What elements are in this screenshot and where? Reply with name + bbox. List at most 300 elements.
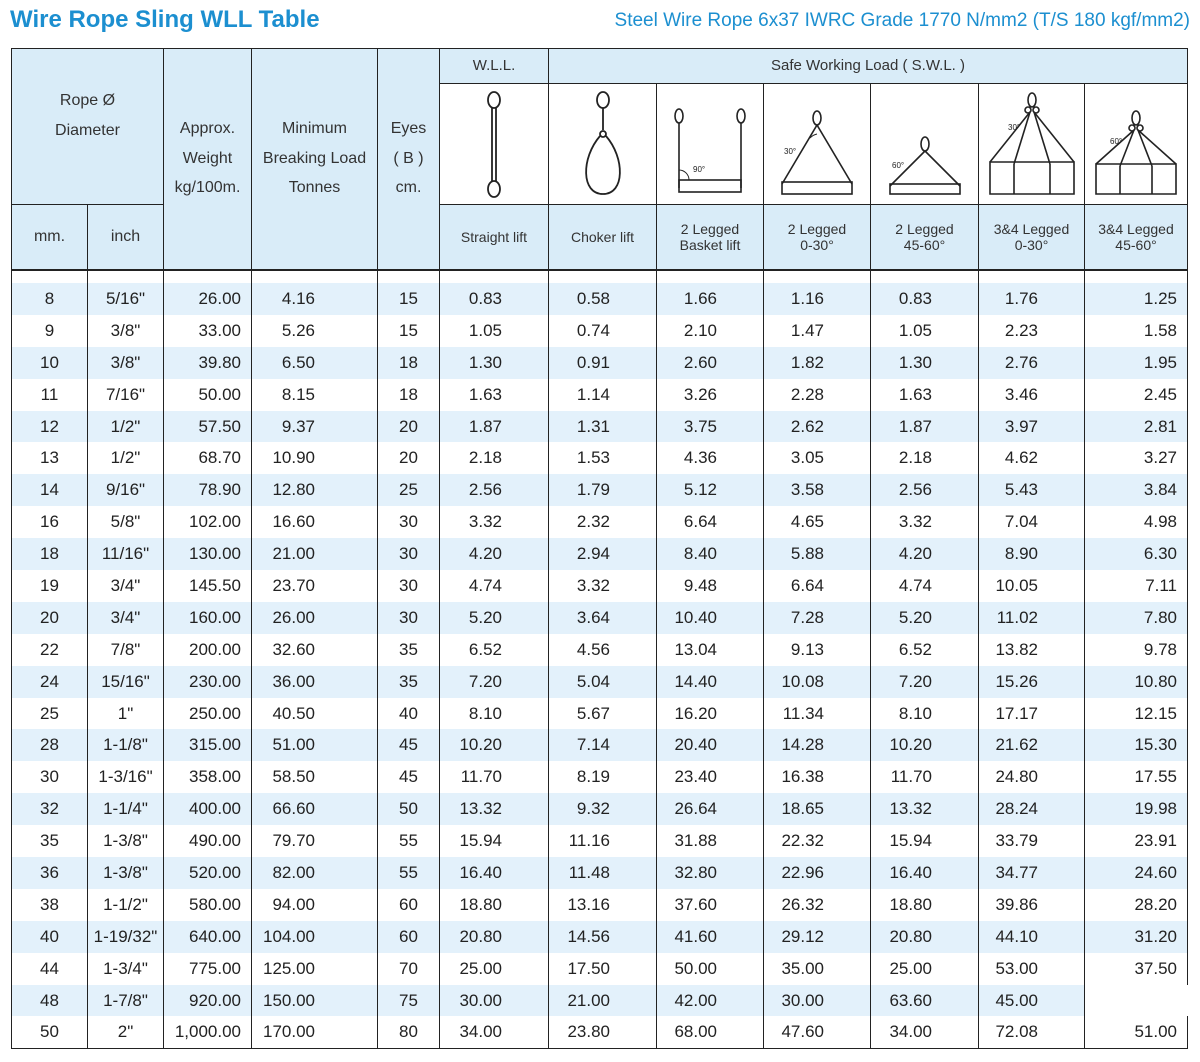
table-cell: 7/16" xyxy=(88,379,164,411)
table-cell: 25.00 xyxy=(871,953,979,985)
table-cell: 21.00 xyxy=(549,985,657,1017)
table-cell: 14.28 xyxy=(764,729,871,761)
table-cell: 1.14 xyxy=(549,379,657,411)
table-cell: 39.80 xyxy=(164,347,252,379)
table-cell: 8.10 xyxy=(440,698,549,730)
table-cell: 640.00 xyxy=(164,921,252,953)
table-cell: 1.53 xyxy=(549,442,657,474)
table-cell: 22 xyxy=(12,634,88,666)
table-cell: 31.88 xyxy=(657,825,764,857)
table-cell: 7.28 xyxy=(764,602,871,634)
table-cell: 1.79 xyxy=(549,474,657,506)
table-cell: 1-1/4" xyxy=(88,793,164,825)
table-cell: 10.90 xyxy=(252,442,378,474)
table-cell: 19.98 xyxy=(1085,793,1188,825)
table-cell: 33.00 xyxy=(164,315,252,347)
lift-label-line: Choker lift xyxy=(570,228,635,245)
table-cell: 3.32 xyxy=(871,506,979,538)
table-cell: 1/2" xyxy=(88,411,164,443)
table-cell: 10.20 xyxy=(871,729,979,761)
table-cell: 13.16 xyxy=(549,889,657,921)
table-cell: 50 xyxy=(378,793,440,825)
table-cell: 4.20 xyxy=(440,538,549,570)
table-cell: 30 xyxy=(12,761,88,793)
table-cell: 1.16 xyxy=(764,283,871,315)
table-cell: 31.20 xyxy=(1085,921,1188,953)
table-cell: 50 xyxy=(12,1016,88,1048)
table-cell: 4.65 xyxy=(764,506,871,538)
table-cell: 4.74 xyxy=(440,570,549,602)
table-cell: 11.48 xyxy=(549,857,657,889)
table-cell: 28 xyxy=(12,729,88,761)
table-cell: 1.30 xyxy=(440,347,549,379)
table-cell: 21.62 xyxy=(979,729,1085,761)
table-cell: 11 xyxy=(12,379,88,411)
table-cell: 47.60 xyxy=(764,1016,871,1048)
table-cell: 16.60 xyxy=(252,506,378,538)
table-row xyxy=(12,538,1188,570)
wll-table xyxy=(11,48,1188,1049)
table-cell: 6.52 xyxy=(871,634,979,666)
table-cell: 13.04 xyxy=(657,634,764,666)
table-cell: 8.40 xyxy=(657,538,764,570)
table-cell: 16.38 xyxy=(764,761,871,793)
eyes-header-l2: ( B ) xyxy=(393,149,424,167)
table-cell: 1-3/8" xyxy=(88,825,164,857)
table-cell: 2.23 xyxy=(979,315,1085,347)
rope-diameter-header xyxy=(12,49,164,205)
table-cell: 24 xyxy=(12,666,88,698)
table-cell: 17.50 xyxy=(549,953,657,985)
table-cell: 20 xyxy=(12,602,88,634)
rope-header-line1: Rope Ø xyxy=(59,92,116,109)
table-cell: 9/16" xyxy=(88,474,164,506)
table-cell: 7.04 xyxy=(979,506,1085,538)
table-row xyxy=(12,921,1188,953)
table-cell: 6.30 xyxy=(1085,538,1188,570)
table-cell: 490.00 xyxy=(164,825,252,857)
table-row xyxy=(12,985,1188,1017)
table-cell: 37.50 xyxy=(1085,953,1188,985)
table-cell: 1-1/8" xyxy=(88,729,164,761)
table-cell: 358.00 xyxy=(164,761,252,793)
table-cell: 160.00 xyxy=(164,602,252,634)
table-cell: 3/8" xyxy=(88,347,164,379)
table-cell: 16.40 xyxy=(871,857,979,889)
table-cell: 18.80 xyxy=(440,889,549,921)
table-cell: 11.02 xyxy=(979,602,1085,634)
table-row xyxy=(12,761,1188,793)
table-cell: 40 xyxy=(378,698,440,730)
table-row xyxy=(12,1016,1188,1048)
straight-lift-icon xyxy=(440,84,549,205)
table-row xyxy=(12,506,1188,538)
table-row xyxy=(12,857,1188,889)
table-cell: 1.87 xyxy=(440,411,549,443)
weight-header xyxy=(164,49,252,271)
table-cell: 2.32 xyxy=(549,506,657,538)
table-cell: 24.80 xyxy=(979,761,1085,793)
table-cell: 10.05 xyxy=(979,570,1085,602)
table-cell: 1-1/2" xyxy=(88,889,164,921)
table-cell: 4.20 xyxy=(871,538,979,570)
table-cell: 1-3/16" xyxy=(88,761,164,793)
table-cell: 2.45 xyxy=(1085,379,1188,411)
table-cell: 75 xyxy=(378,985,440,1017)
table-cell: 18 xyxy=(378,379,440,411)
table-cell: 78.90 xyxy=(164,474,252,506)
table-cell: 3/4" xyxy=(88,570,164,602)
table-cell: 37.60 xyxy=(657,889,764,921)
table-cell: 7.20 xyxy=(440,666,549,698)
table-cell: 80 xyxy=(378,1016,440,1048)
lift-label-line: 0-30° xyxy=(1014,237,1049,253)
mbl-header-l1: Minimum xyxy=(282,119,347,137)
table-row xyxy=(12,825,1188,857)
table-cell: 60 xyxy=(378,921,440,953)
table-cell: 30.00 xyxy=(764,985,871,1017)
table-cell: 66.60 xyxy=(252,793,378,825)
table-cell: 34.77 xyxy=(979,857,1085,889)
table-cell: 2.18 xyxy=(871,442,979,474)
table-cell: 3.05 xyxy=(764,442,871,474)
table-cell: 3/8" xyxy=(88,315,164,347)
table-row xyxy=(12,634,1188,666)
table-cell: 12.80 xyxy=(252,474,378,506)
table-cell: 1.47 xyxy=(764,315,871,347)
table-cell: 14.56 xyxy=(549,921,657,953)
four-leg-60-icon xyxy=(1085,84,1188,205)
table-cell: 44.10 xyxy=(979,921,1085,953)
table-cell: 5.43 xyxy=(979,474,1085,506)
table-cell: 18.80 xyxy=(871,889,979,921)
choker-lift-icon xyxy=(549,84,657,205)
table-cell: 38 xyxy=(12,889,88,921)
table-cell: 2.56 xyxy=(871,474,979,506)
table-cell: 26.00 xyxy=(164,283,252,315)
table-cell: 12 xyxy=(12,411,88,443)
table-cell: 20.40 xyxy=(657,729,764,761)
table-cell: 32 xyxy=(12,793,88,825)
weight-header-l3: kg/100m. xyxy=(174,179,241,197)
table-cell: 5.20 xyxy=(871,602,979,634)
table-cell: 15 xyxy=(378,315,440,347)
table-cell: 36.00 xyxy=(252,666,378,698)
table-cell: 1/2" xyxy=(88,442,164,474)
table-cell: 2.28 xyxy=(764,379,871,411)
table-cell: 13.32 xyxy=(440,793,549,825)
lift-label-4leg-30 xyxy=(979,205,1085,271)
table-cell: 10.40 xyxy=(657,602,764,634)
table-cell: 9.37 xyxy=(252,411,378,443)
table-cell: 4.36 xyxy=(657,442,764,474)
table-cell: 14 xyxy=(12,474,88,506)
table-row xyxy=(12,602,1188,634)
weight-header-l2: Weight xyxy=(182,149,233,167)
mbl-header xyxy=(252,49,378,271)
table-cell: 40 xyxy=(12,921,88,953)
table-row xyxy=(12,793,1188,825)
lift-label-line: 2 Legged xyxy=(680,220,740,237)
table-cell: 8 xyxy=(12,283,88,315)
table-cell: 35.00 xyxy=(764,953,871,985)
table-cell: 3.26 xyxy=(657,379,764,411)
table-cell: 57.50 xyxy=(164,411,252,443)
table-cell: 8.90 xyxy=(979,538,1085,570)
table-cell: 1.30 xyxy=(871,347,979,379)
table-cell: 23.40 xyxy=(657,761,764,793)
table-cell: 6.52 xyxy=(440,634,549,666)
table-cell: 3.32 xyxy=(549,570,657,602)
table-cell: 25.00 xyxy=(440,953,549,985)
table-cell: 1.95 xyxy=(1085,347,1188,379)
inch-header: inch xyxy=(88,205,164,271)
table-row xyxy=(12,729,1188,761)
table-cell: 24.60 xyxy=(1085,857,1188,889)
table-cell: 30.00 xyxy=(440,985,549,1017)
table-cell: 35 xyxy=(378,666,440,698)
table-cell: 7.14 xyxy=(549,729,657,761)
lift-label-basket xyxy=(657,205,764,271)
mbl-header-l3: Tonnes xyxy=(288,179,341,197)
lift-label-line: 45-60° xyxy=(1115,237,1157,253)
table-cell: 0.91 xyxy=(549,347,657,379)
table-cell: 1.63 xyxy=(440,379,549,411)
table-cell: 5.88 xyxy=(764,538,871,570)
table-cell: 8.19 xyxy=(549,761,657,793)
table-cell: 16.40 xyxy=(440,857,549,889)
table-cell: 3.27 xyxy=(1085,442,1188,474)
svg-text:90°: 90° xyxy=(693,165,706,174)
table-cell: 1.87 xyxy=(871,411,979,443)
table-cell: 2" xyxy=(88,1016,164,1048)
table-cell: 7.11 xyxy=(1085,570,1188,602)
lift-label-line: 45-60° xyxy=(903,237,946,253)
table-cell: 5.20 xyxy=(440,602,549,634)
table-cell: 1-3/4" xyxy=(88,953,164,985)
table-cell: 15.30 xyxy=(1085,729,1188,761)
table-cell: 15/16" xyxy=(88,666,164,698)
lift-label-straight xyxy=(440,205,549,271)
table-cell: 130.00 xyxy=(164,538,252,570)
mbl-header-l2: Breaking Load xyxy=(262,149,367,167)
table-cell: 20 xyxy=(378,442,440,474)
table-cell: 2.18 xyxy=(440,442,549,474)
table-cell: 4.74 xyxy=(871,570,979,602)
table-cell: 2.94 xyxy=(549,538,657,570)
two-leg-30-icon xyxy=(764,84,871,205)
table-cell: 29.12 xyxy=(764,921,871,953)
table-cell: 11.34 xyxy=(764,698,871,730)
table-cell: 9.32 xyxy=(549,793,657,825)
table-cell: 5/16" xyxy=(88,283,164,315)
table-cell: 1.58 xyxy=(1085,315,1188,347)
table-row xyxy=(12,570,1188,602)
table-row xyxy=(12,953,1188,985)
table-cell: 150.00 xyxy=(252,985,378,1017)
table-cell: 250.00 xyxy=(164,698,252,730)
table-cell: 0.74 xyxy=(549,315,657,347)
table-cell: 400.00 xyxy=(164,793,252,825)
table-cell: 10.08 xyxy=(764,666,871,698)
table-cell: 48 xyxy=(12,985,88,1017)
table-cell: 1.31 xyxy=(549,411,657,443)
table-cell: 1-19/32" xyxy=(88,921,164,953)
table-cell: 13 xyxy=(12,442,88,474)
table-cell: 34.00 xyxy=(440,1016,549,1048)
table-cell: 35 xyxy=(378,634,440,666)
table-cell: 1-7/8" xyxy=(88,985,164,1017)
table-cell: 0.83 xyxy=(871,283,979,315)
table-cell: 68.70 xyxy=(164,442,252,474)
table-cell: 10 xyxy=(12,347,88,379)
table-cell: 2.62 xyxy=(764,411,871,443)
svg-text:30°: 30° xyxy=(1007,123,1020,132)
table-cell: 34.00 xyxy=(871,1016,979,1048)
table-cell: 36 xyxy=(12,857,88,889)
table-cell: 0.58 xyxy=(549,283,657,315)
table-cell: 30 xyxy=(378,506,440,538)
table-cell: 50.00 xyxy=(657,953,764,985)
table-cell: 5.12 xyxy=(657,474,764,506)
table-cell: 28.24 xyxy=(979,793,1085,825)
page-title: Wire Rope Sling WLL Table xyxy=(10,6,320,33)
swl-header: Safe Working Load ( S.W.L. ) xyxy=(549,49,1188,84)
table-cell: 1.63 xyxy=(871,379,979,411)
table-cell: 79.70 xyxy=(252,825,378,857)
table-cell: 9.13 xyxy=(764,634,871,666)
table-cell: 1.05 xyxy=(440,315,549,347)
table-cell: 11.70 xyxy=(440,761,549,793)
table-cell: 55 xyxy=(378,825,440,857)
table-cell: 10.80 xyxy=(1085,666,1188,698)
table-cell: 28.20 xyxy=(1085,889,1188,921)
table-row xyxy=(12,442,1188,474)
lift-label-2leg-30 xyxy=(764,205,871,271)
table-cell: 19 xyxy=(12,570,88,602)
table-cell: 315.00 xyxy=(164,729,252,761)
table-cell: 4.98 xyxy=(1085,506,1188,538)
table-cell: 58.50 xyxy=(252,761,378,793)
table-cell: 1.66 xyxy=(657,283,764,315)
table-cell: 30 xyxy=(378,570,440,602)
table-cell: 20.80 xyxy=(871,921,979,953)
svg-text:60°: 60° xyxy=(1110,137,1123,146)
table-cell: 3.75 xyxy=(657,411,764,443)
table-cell: 23.70 xyxy=(252,570,378,602)
table-cell: 30 xyxy=(378,538,440,570)
table-cell: 68.00 xyxy=(657,1016,764,1048)
table-cell: 3.58 xyxy=(764,474,871,506)
table-cell: 45 xyxy=(378,729,440,761)
lift-label-line: 0-30° xyxy=(800,237,834,253)
table-cell: 45.00 xyxy=(979,985,1085,1017)
table-cell: 15.26 xyxy=(979,666,1085,698)
table-cell: 51.00 xyxy=(252,729,378,761)
table-row xyxy=(12,889,1188,921)
table-cell: 5/8" xyxy=(88,506,164,538)
table-cell: 32.80 xyxy=(657,857,764,889)
table-cell: 15.94 xyxy=(440,825,549,857)
table-cell: 39.86 xyxy=(979,889,1085,921)
lift-label-line: 3&4 Legged xyxy=(993,220,1070,237)
table-row xyxy=(12,666,1188,698)
table-row xyxy=(12,698,1188,730)
table-cell: 6.50 xyxy=(252,347,378,379)
table-cell: 55 xyxy=(378,857,440,889)
table-cell: 16 xyxy=(12,506,88,538)
table-cell: 1.25 xyxy=(1085,283,1188,315)
eyes-header-l1: Eyes xyxy=(390,119,427,137)
eyes-header xyxy=(378,49,440,271)
table-cell: 1.76 xyxy=(979,283,1085,315)
wll-header: W.L.L. xyxy=(440,49,549,84)
table-cell: 23.80 xyxy=(549,1016,657,1048)
table-cell: 45 xyxy=(378,761,440,793)
table-cell: 15.94 xyxy=(871,825,979,857)
table-cell: 14.40 xyxy=(657,666,764,698)
table-cell: 520.00 xyxy=(164,857,252,889)
table-cell: 5.67 xyxy=(549,698,657,730)
table-cell: 3.84 xyxy=(1085,474,1188,506)
table-cell: 9 xyxy=(12,315,88,347)
table-cell: 9.48 xyxy=(657,570,764,602)
table-cell: 11.70 xyxy=(871,761,979,793)
table-cell: 18 xyxy=(12,538,88,570)
table-cell: 775.00 xyxy=(164,953,252,985)
table-body xyxy=(12,270,1188,1049)
mm-header: mm. xyxy=(12,205,88,271)
table-cell: 4.56 xyxy=(549,634,657,666)
lift-label-2leg-60 xyxy=(871,205,979,271)
table-row xyxy=(12,411,1188,443)
lift-label-line: Basket lift xyxy=(679,237,741,253)
table-cell: 15 xyxy=(378,283,440,315)
table-cell: 13.32 xyxy=(871,793,979,825)
table-cell: 6.64 xyxy=(657,506,764,538)
table-cell: 17.17 xyxy=(979,698,1085,730)
weight-header-l1: Approx. xyxy=(179,119,236,137)
table-row xyxy=(12,379,1188,411)
table-cell: 1" xyxy=(88,698,164,730)
table-row xyxy=(12,315,1188,347)
table-cell: 32.60 xyxy=(252,634,378,666)
table-cell: 16.20 xyxy=(657,698,764,730)
table-cell: 25 xyxy=(12,698,88,730)
table-cell: 11/16" xyxy=(88,538,164,570)
table-cell: 40.50 xyxy=(252,698,378,730)
wll-table-container xyxy=(11,48,1187,1049)
lift-label-line: 2 Legged xyxy=(895,220,954,237)
table-cell: 580.00 xyxy=(164,889,252,921)
table-cell: 13.82 xyxy=(979,634,1085,666)
table-cell: 9.78 xyxy=(1085,634,1188,666)
table-cell: 50.00 xyxy=(164,379,252,411)
lift-label-line: 2 Legged xyxy=(787,220,847,237)
table-cell: 72.08 xyxy=(979,1016,1085,1048)
table-cell: 18.65 xyxy=(764,793,871,825)
table-cell: 82.00 xyxy=(252,857,378,889)
table-cell: 2.56 xyxy=(440,474,549,506)
table-cell: 21.00 xyxy=(252,538,378,570)
table-cell: 7.80 xyxy=(1085,602,1188,634)
table-cell: 2.76 xyxy=(979,347,1085,379)
table-cell: 3.97 xyxy=(979,411,1085,443)
table-cell: 8.15 xyxy=(252,379,378,411)
table-cell: 920.00 xyxy=(164,985,252,1017)
table-cell: 4.62 xyxy=(979,442,1085,474)
table-cell: 102.00 xyxy=(164,506,252,538)
